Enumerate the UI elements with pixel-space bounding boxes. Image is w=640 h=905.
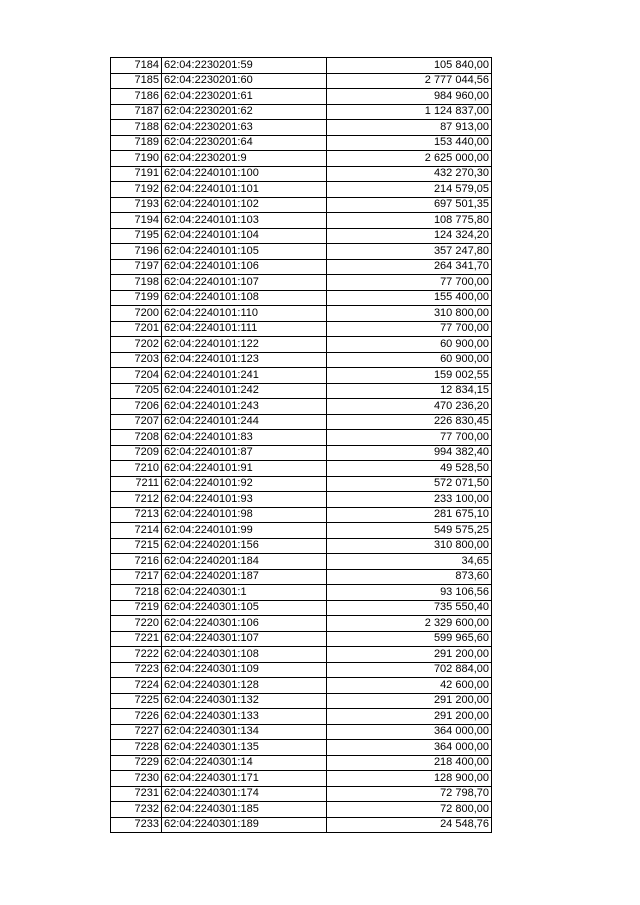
row-number: 7211 (111, 476, 162, 492)
cadastral-number: 62:04:2240301:171 (162, 771, 327, 787)
table-row (111, 197, 492, 213)
cadastral-number: 62:04:2240101:105 (162, 244, 327, 260)
cadastral-value: 310 800,00 (327, 538, 492, 554)
table-row (111, 755, 492, 771)
row-number: 7203 (111, 352, 162, 368)
cadastral-value-table (110, 57, 492, 833)
row-number: 7207 (111, 414, 162, 430)
cadastral-number: 62:04:2230201:62 (162, 104, 327, 120)
cadastral-number: 62:04:2240101:87 (162, 445, 327, 461)
cadastral-number: 62:04:2240101:106 (162, 259, 327, 275)
cadastral-number: 62:04:2240101:108 (162, 290, 327, 306)
cadastral-value: 42 600,00 (327, 678, 492, 694)
row-number: 7229 (111, 755, 162, 771)
row-number: 7185 (111, 73, 162, 89)
row-number: 7186 (111, 89, 162, 105)
row-number: 7205 (111, 383, 162, 399)
cadastral-value: 873,60 (327, 569, 492, 585)
cadastral-number: 62:04:2230201:61 (162, 89, 327, 105)
table-row (111, 817, 492, 833)
cadastral-number: 62:04:2240101:110 (162, 306, 327, 322)
table-row (111, 786, 492, 802)
table-row (111, 244, 492, 260)
row-number: 7232 (111, 802, 162, 818)
cadastral-number: 62:04:2240301:189 (162, 817, 327, 833)
cadastral-number: 62:04:2240301:134 (162, 724, 327, 740)
table-row (111, 306, 492, 322)
cadastral-number: 62:04:2240301:133 (162, 709, 327, 725)
cadastral-number: 62:04:2240101:99 (162, 523, 327, 539)
cadastral-value: 2 625 000,00 (327, 151, 492, 167)
table-row (111, 414, 492, 430)
cadastral-value: 218 400,00 (327, 755, 492, 771)
cadastral-value: 549 575,25 (327, 523, 492, 539)
cadastral-number: 62:04:2240301:128 (162, 678, 327, 694)
cadastral-value: 214 579,05 (327, 182, 492, 198)
cadastral-number: 62:04:2240301:106 (162, 616, 327, 632)
cadastral-value: 572 071,50 (327, 476, 492, 492)
table-row (111, 554, 492, 570)
table-row (111, 631, 492, 647)
row-number: 7220 (111, 616, 162, 632)
cadastral-value: 599 965,60 (327, 631, 492, 647)
row-number: 7222 (111, 647, 162, 663)
cadastral-number: 62:04:2240301:174 (162, 786, 327, 802)
table-row (111, 709, 492, 725)
cadastral-number: 62:04:2240301:14 (162, 755, 327, 771)
cadastral-value: 432 270,30 (327, 166, 492, 182)
table-row (111, 321, 492, 337)
row-number: 7202 (111, 337, 162, 353)
row-number: 7197 (111, 259, 162, 275)
cadastral-number: 62:04:2240301:132 (162, 693, 327, 709)
cadastral-value: 77 700,00 (327, 430, 492, 446)
table-row (111, 461, 492, 477)
cadastral-value: 357 247,80 (327, 244, 492, 260)
table-row (111, 600, 492, 616)
row-number: 7190 (111, 151, 162, 167)
cadastral-value: 2 329 600,00 (327, 616, 492, 632)
row-number: 7189 (111, 135, 162, 151)
cadastral-value: 264 341,70 (327, 259, 492, 275)
row-number: 7199 (111, 290, 162, 306)
cadastral-number: 62:04:2240101:243 (162, 399, 327, 415)
cadastral-number: 62:04:2230201:9 (162, 151, 327, 167)
cadastral-value: 226 830,45 (327, 414, 492, 430)
cadastral-number: 62:04:2240101:241 (162, 368, 327, 384)
table-row (111, 383, 492, 399)
cadastral-value: 697 501,35 (327, 197, 492, 213)
cadastral-value: 984 960,00 (327, 89, 492, 105)
cadastral-number: 62:04:2240101:104 (162, 228, 327, 244)
row-number: 7194 (111, 213, 162, 229)
row-number: 7219 (111, 600, 162, 616)
cadastral-value: 60 900,00 (327, 352, 492, 368)
cadastral-number: 62:04:2240101:242 (162, 383, 327, 399)
row-number: 7208 (111, 430, 162, 446)
table-row (111, 445, 492, 461)
table-row (111, 275, 492, 291)
cadastral-value: 994 382,40 (327, 445, 492, 461)
table-row (111, 135, 492, 151)
cadastral-value: 12 834,15 (327, 383, 492, 399)
cadastral-value: 72 798,70 (327, 786, 492, 802)
row-number: 7230 (111, 771, 162, 787)
cadastral-value: 2 777 044,56 (327, 73, 492, 89)
table-row (111, 120, 492, 136)
cadastral-value: 364 000,00 (327, 724, 492, 740)
cadastral-number: 62:04:2240301:109 (162, 662, 327, 678)
table-body (111, 58, 492, 833)
table-row (111, 523, 492, 539)
cadastral-value: 310 800,00 (327, 306, 492, 322)
cadastral-number: 62:04:2230201:64 (162, 135, 327, 151)
row-number: 7188 (111, 120, 162, 136)
cadastral-number: 62:04:2240101:83 (162, 430, 327, 446)
table-row (111, 538, 492, 554)
cadastral-value: 93 106,56 (327, 585, 492, 601)
row-number: 7201 (111, 321, 162, 337)
cadastral-value: 735 550,40 (327, 600, 492, 616)
cadastral-number: 62:04:2240101:122 (162, 337, 327, 353)
row-number: 7193 (111, 197, 162, 213)
cadastral-value: 155 400,00 (327, 290, 492, 306)
cadastral-value: 105 840,00 (327, 58, 492, 74)
table-row (111, 678, 492, 694)
table-row (111, 58, 492, 74)
cadastral-value: 233 100,00 (327, 492, 492, 508)
cadastral-number: 62:04:2240101:98 (162, 507, 327, 523)
table-row (111, 337, 492, 353)
table-row (111, 662, 492, 678)
row-number: 7227 (111, 724, 162, 740)
cadastral-value: 128 900,00 (327, 771, 492, 787)
cadastral-number: 62:04:2240101:100 (162, 166, 327, 182)
table-row (111, 104, 492, 120)
row-number: 7214 (111, 523, 162, 539)
table-row (111, 290, 492, 306)
row-number: 7215 (111, 538, 162, 554)
cadastral-value: 702 884,00 (327, 662, 492, 678)
row-number: 7196 (111, 244, 162, 260)
table-row (111, 771, 492, 787)
row-number: 7184 (111, 58, 162, 74)
cadastral-number: 62:04:2240101:111 (162, 321, 327, 337)
row-number: 7191 (111, 166, 162, 182)
row-number: 7198 (111, 275, 162, 291)
row-number: 7218 (111, 585, 162, 601)
cadastral-number: 62:04:2240301:1 (162, 585, 327, 601)
table-row (111, 368, 492, 384)
table-row (111, 802, 492, 818)
cadastral-value: 24 548,76 (327, 817, 492, 833)
cadastral-value: 1 124 837,00 (327, 104, 492, 120)
table-row (111, 259, 492, 275)
cadastral-value: 34,65 (327, 554, 492, 570)
cadastral-number: 62:04:2240101:103 (162, 213, 327, 229)
cadastral-value: 60 900,00 (327, 337, 492, 353)
cadastral-number: 62:04:2240101:93 (162, 492, 327, 508)
table-row (111, 585, 492, 601)
row-number: 7233 (111, 817, 162, 833)
table-row (111, 73, 492, 89)
cadastral-number: 62:04:2240101:244 (162, 414, 327, 430)
cadastral-value: 108 775,80 (327, 213, 492, 229)
table-row (111, 352, 492, 368)
table-row (111, 616, 492, 632)
cadastral-value: 291 200,00 (327, 709, 492, 725)
cadastral-value: 77 700,00 (327, 275, 492, 291)
table-row (111, 647, 492, 663)
row-number: 7204 (111, 368, 162, 384)
table-row (111, 166, 492, 182)
table-row (111, 507, 492, 523)
cadastral-value: 470 236,20 (327, 399, 492, 415)
row-number: 7192 (111, 182, 162, 198)
table-row (111, 89, 492, 105)
cadastral-number: 62:04:2230201:60 (162, 73, 327, 89)
cadastral-number: 62:04:2240101:92 (162, 476, 327, 492)
row-number: 7221 (111, 631, 162, 647)
cadastral-number: 62:04:2240101:123 (162, 352, 327, 368)
cadastral-value: 291 200,00 (327, 693, 492, 709)
row-number: 7217 (111, 569, 162, 585)
cadastral-value: 153 440,00 (327, 135, 492, 151)
cadastral-number: 62:04:2240201:187 (162, 569, 327, 585)
cadastral-value: 87 913,00 (327, 120, 492, 136)
cadastral-number: 62:04:2240301:108 (162, 647, 327, 663)
cadastral-number: 62:04:2240201:156 (162, 538, 327, 554)
row-number: 7209 (111, 445, 162, 461)
cadastral-value: 281 675,10 (327, 507, 492, 523)
table-row (111, 693, 492, 709)
cadastral-number: 62:04:2240301:107 (162, 631, 327, 647)
cadastral-value: 77 700,00 (327, 321, 492, 337)
row-number: 7231 (111, 786, 162, 802)
cadastral-value: 291 200,00 (327, 647, 492, 663)
cadastral-number: 62:04:2240301:185 (162, 802, 327, 818)
cadastral-value: 159 002,55 (327, 368, 492, 384)
row-number: 7212 (111, 492, 162, 508)
row-number: 7223 (111, 662, 162, 678)
table-row (111, 182, 492, 198)
row-number: 7200 (111, 306, 162, 322)
row-number: 7224 (111, 678, 162, 694)
table-row (111, 740, 492, 756)
cadastral-number: 62:04:2230201:59 (162, 58, 327, 74)
cadastral-number: 62:04:2240101:101 (162, 182, 327, 198)
row-number: 7225 (111, 693, 162, 709)
table-row (111, 569, 492, 585)
cadastral-value: 72 800,00 (327, 802, 492, 818)
row-number: 7206 (111, 399, 162, 415)
cadastral-number: 62:04:2240301:135 (162, 740, 327, 756)
table-row (111, 492, 492, 508)
cadastral-number: 62:04:2240101:91 (162, 461, 327, 477)
cadastral-number: 62:04:2230201:63 (162, 120, 327, 136)
table-row (111, 399, 492, 415)
table-row (111, 430, 492, 446)
row-number: 7195 (111, 228, 162, 244)
row-number: 7187 (111, 104, 162, 120)
cadastral-number: 62:04:2240101:102 (162, 197, 327, 213)
table-row (111, 213, 492, 229)
table-row (111, 151, 492, 167)
row-number: 7228 (111, 740, 162, 756)
table-row (111, 724, 492, 740)
row-number: 7226 (111, 709, 162, 725)
table-row (111, 228, 492, 244)
cadastral-value: 49 528,50 (327, 461, 492, 477)
cadastral-number: 62:04:2240301:105 (162, 600, 327, 616)
cadastral-number: 62:04:2240201:184 (162, 554, 327, 570)
cadastral-value: 364 000,00 (327, 740, 492, 756)
row-number: 7216 (111, 554, 162, 570)
table-row (111, 476, 492, 492)
cadastral-number: 62:04:2240101:107 (162, 275, 327, 291)
row-number: 7213 (111, 507, 162, 523)
row-number: 7210 (111, 461, 162, 477)
cadastral-value: 124 324,20 (327, 228, 492, 244)
